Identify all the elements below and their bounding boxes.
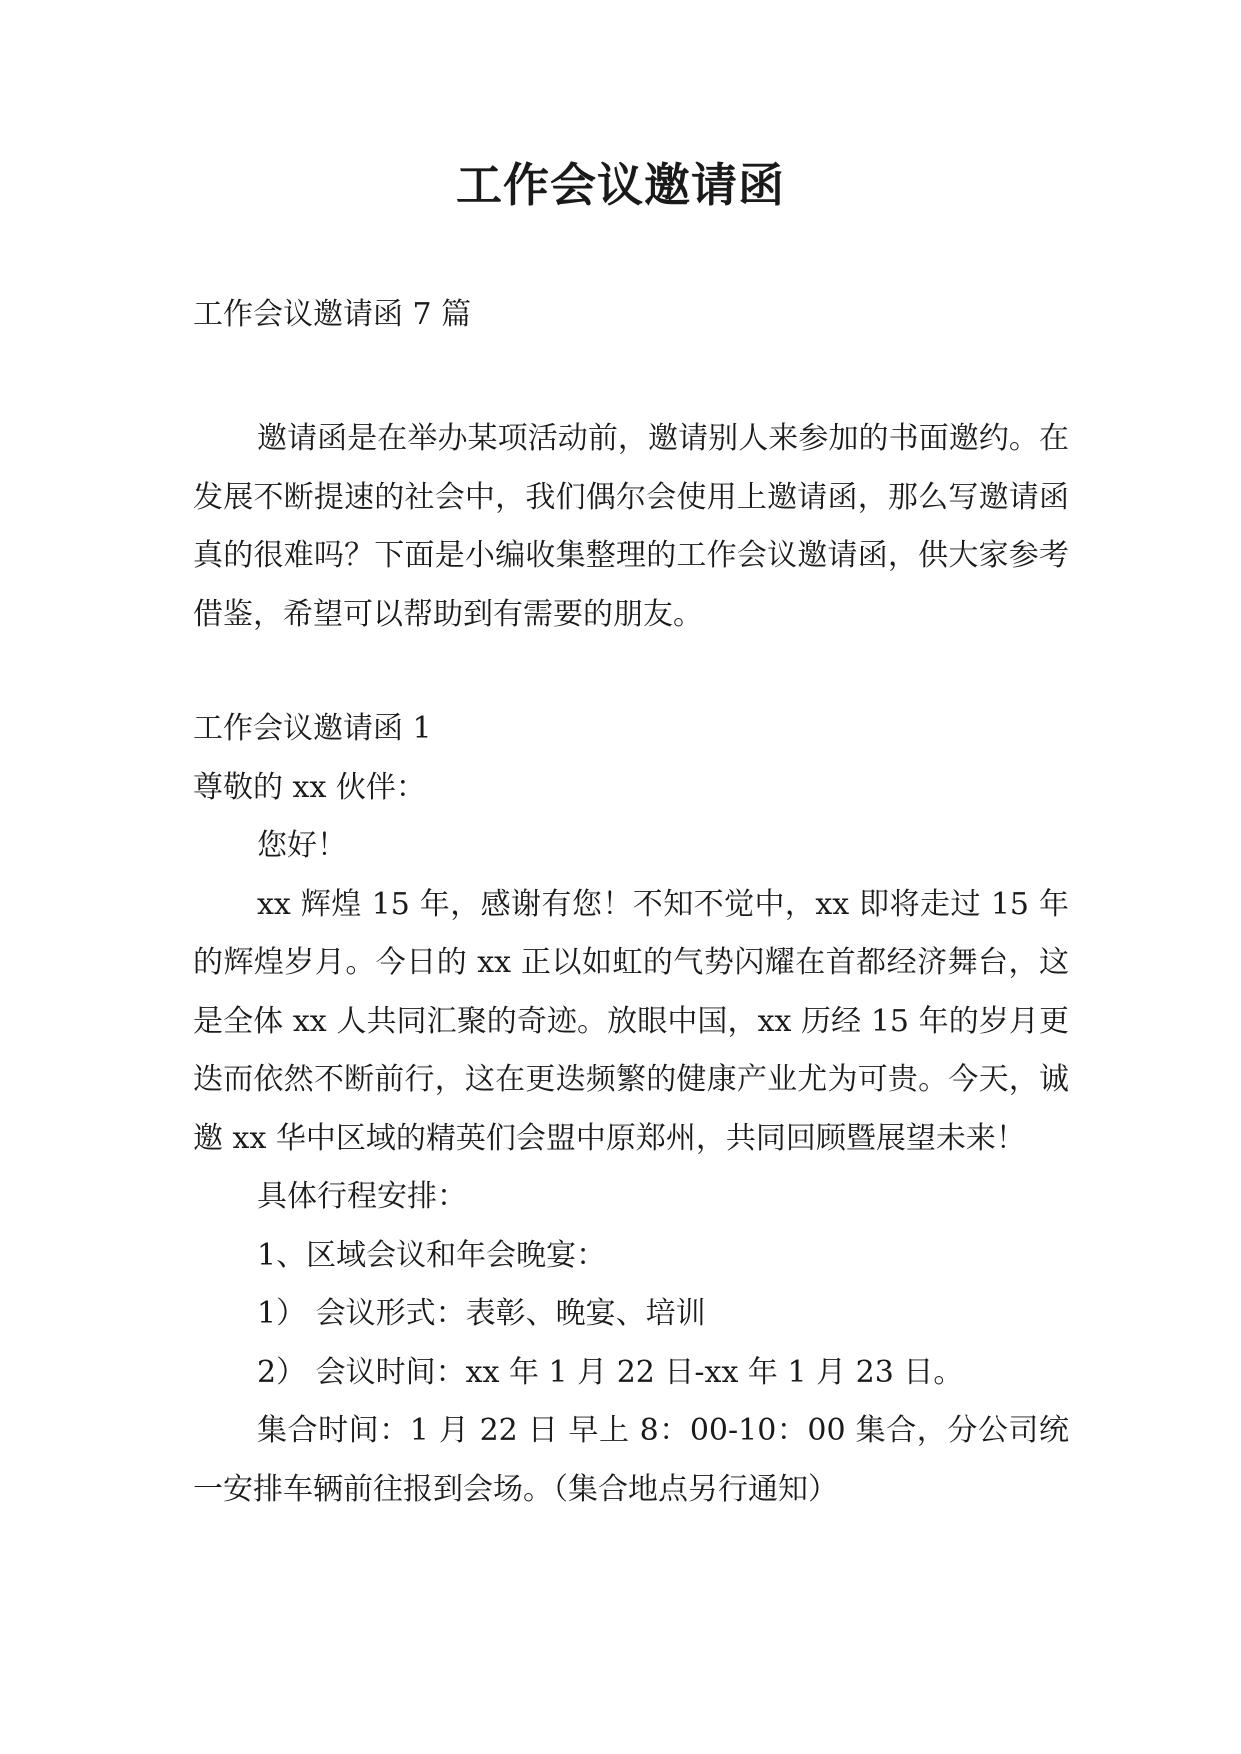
- schedule-heading: 具体行程安排：: [257, 1179, 467, 1214]
- document-title: 工作会议邀请函: [456, 158, 785, 212]
- letter-heading: 工作会议邀请函 1: [193, 711, 432, 746]
- subtitle-text: 工作会议邀请函 7 篇: [193, 297, 472, 332]
- invitation-letter: [193, 700, 1069, 1519]
- schedule-item-1-2: 2） 会议时间：xx 年 1 月 22 日-xx 年 1 月 23 日。: [257, 1354, 964, 1390]
- letter-salutation: 尊敬的 xx 伙伴：: [193, 769, 426, 805]
- letter-greeting: 您好！: [257, 828, 347, 863]
- intro-text: 邀请函是在举办某项活动前，邀请别人来参加的书面邀约。在发展不断提速的社会中，我们偶尔会使用上邀请函，那么写邀请函真的很难吗？下面是小编收集整理的工作会议邀请函，供大家参考借鉴，希望可以帮助到有需要的朋友。: [193, 421, 1069, 632]
- schedule-item-1-1: 1） 会议形式：表彰、晚宴、培训: [257, 1296, 706, 1331]
- intro-paragraph: [193, 410, 1069, 644]
- letter-body: xx 辉煌 15 年，感谢有您！不知不觉中，xx 即将走过 15 年的辉煌岁月。今日的 xx 正以如虹的气势闪耀在首都经济舞台，这是全体 xx 人共同汇聚的奇迹。放眼中国，xx 历经 15 年的岁月更迭而依然不断前行，这在更迭频繁的健康产业尤为可贵。今天，诚邀 xx 华中区域的精英们会盟中原郑州，共同回顾暨展望未来！: [193, 886, 1069, 1156]
- schedule-item-1: 1、区域会议和年会晚宴：: [257, 1237, 607, 1273]
- gathering-info: 集合时间：1 月 22 日 早上 8：00-10：00 集合，分公司统一安排车辆前往报到会场。（集合地点另行通知）: [193, 1413, 1069, 1507]
- document-subtitle: [193, 288, 1069, 342]
